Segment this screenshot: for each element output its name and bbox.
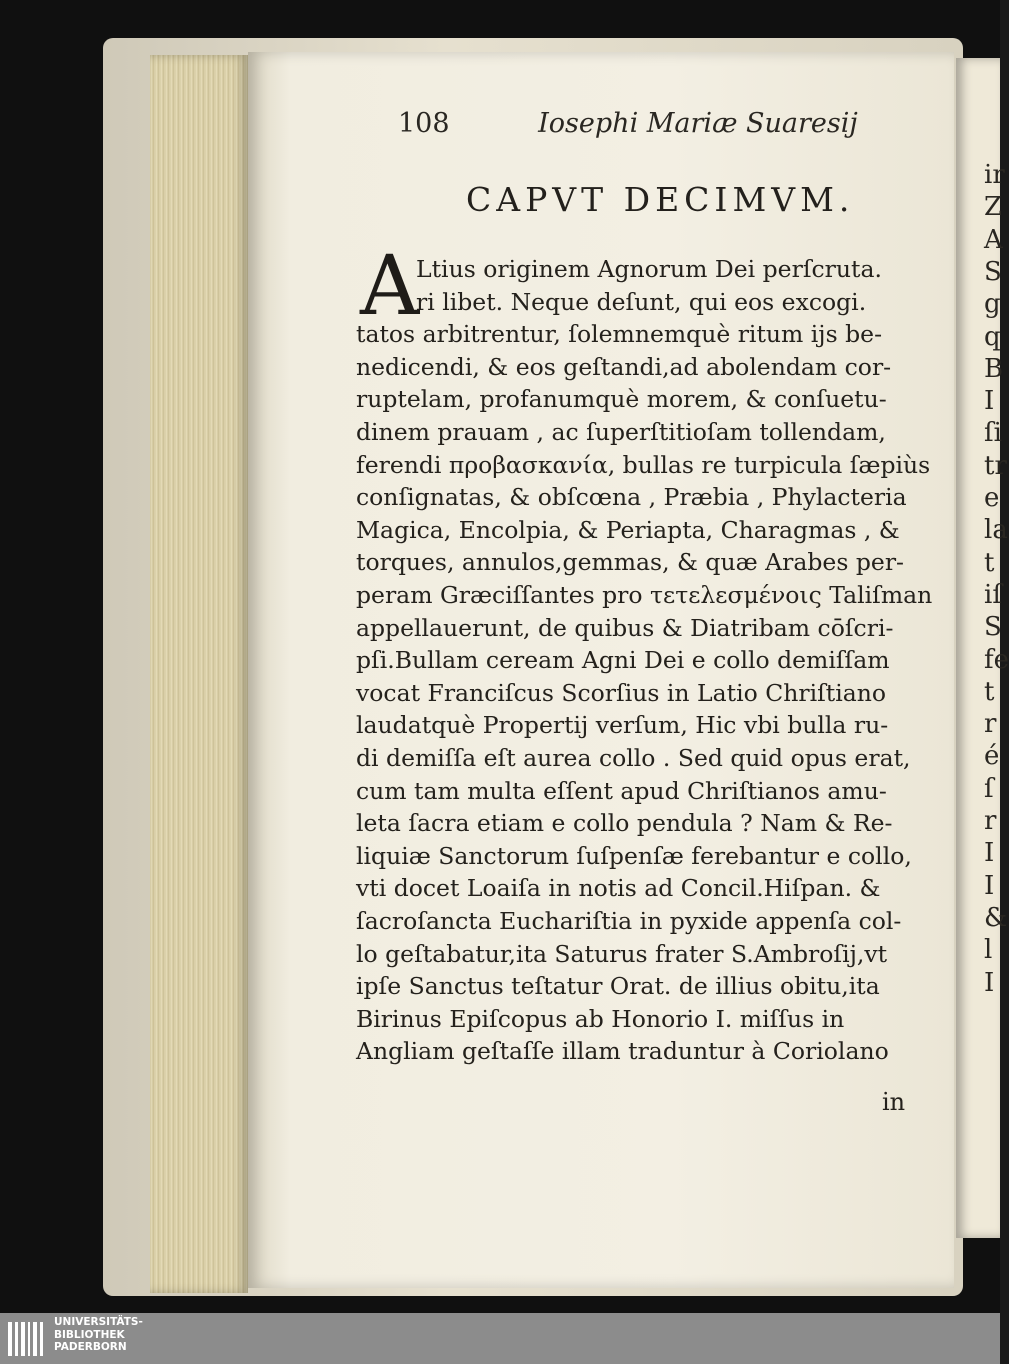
facing-fragment: t [984,676,995,707]
body-line: leta ſacra etiam e collo pendula ? Nam & Re- [356,809,893,838]
facing-page [956,58,1009,1238]
running-header [398,108,858,139]
body-line: nedicendi, & eos geſtandi,ad abolendam cor- [356,352,892,381]
facing-fragment: S [984,256,1002,287]
facing-fragment: & [984,902,1008,933]
body-line: tatos arbitrentur, ſolemnemquè ritum ijs be- [356,320,883,349]
body-line: Magica, Encolpia, & Periapta, Charagmas , & [356,515,900,544]
body-line: Birinus Epiſcopus ab Honorio I. miſſus in [356,1004,845,1033]
library-logo-icon [6,1318,46,1360]
facing-fragment: I [984,967,995,998]
facing-fragment: ſi [984,418,1002,449]
facing-fragment: A [984,224,1003,255]
page-number: 108 [398,108,450,139]
body-line: ſacroſancta Euchariſtia in pyxide appenſa col- [356,907,902,935]
body-line: appellauerunt, de quibus & Diatribam cōſcri- [356,613,894,642]
body-line: ipſe Sanctus teſtatur Orat. de illius obitu,ita [356,972,880,1001]
facing-fragment: r [984,709,997,740]
facing-fragment: e [984,483,1000,513]
facing-fragment: ir [984,160,1005,190]
facing-fragment: I [984,870,995,901]
facing-fragment: S [984,612,1002,643]
body-line: vti docet Loaiſa in notis ad Concil.Hiſpan. & [356,874,881,903]
body-line: pſi.Bullam ceream Agni Dei e collo demiſſam [356,646,890,675]
body-line: torques, annulos,gemmas, & quæ Arabes per- [356,548,904,577]
facing-fragment: q [984,321,1001,352]
drop-cap: A [360,239,420,334]
body-line: Angliam geſtaſſe illam traduntur à Coriolano [356,1037,889,1066]
body-line: ruptelam, profanumquè morem, & conſuetu- [356,385,887,414]
body-line: laudatquè Propertij verſum, Hic vbi bulla ru- [356,711,889,740]
facing-fragment: ſ [984,773,994,804]
facing-fragment: fe [984,644,1009,675]
body-line: di demiſſa eſt aurea collo . Sed quid opus erat, [356,744,911,772]
facing-fragment: l [984,935,993,966]
body-line: conſignatas, & obſcœna , Præbia , Phylacteria [356,483,907,512]
body-line: vocat Franciſcus Scorſius in Latio Chriſtiano [356,678,887,707]
facing-fragment: I [984,838,995,869]
facing-fragment: r [984,806,997,836]
facing-fragment: I [984,386,995,417]
facing-fragment: é [984,741,1000,772]
body-line: ferendi προβασκανία, bullas re turpicula ſæpiùs [356,450,931,479]
chapter-title: CAPVT DECIMVM. [466,180,855,219]
body-line: cum tam multa eſſent apud Chriſtianos amu- [356,776,887,805]
library-footer [0,1313,1000,1364]
running-title: Iosephi Mariæ Suaresij [538,108,858,139]
body-line: dinem prauam , ac ſuperſtitioſam tollendam, [356,418,886,446]
body-line: peram Græciſſantes pro τετελεσμένοις Taliſman [356,581,933,609]
body-line: lo geſtabatur,ita Saturus frater S.Ambroſij,vt [356,939,888,968]
facing-fragment: iſ [984,579,1002,610]
body-line: Ltius originem Agnorum Dei perſcruta. [416,255,882,283]
page-edges [150,55,248,1293]
library-name: UNIVERSITÄTS- BIBLIOTHEK PADERBORN [54,1316,143,1353]
facing-fragment: t [984,547,995,578]
catchword: in [882,1088,906,1116]
body-line: ri libet. Neque deſunt, qui eos excogi. [416,287,867,316]
facing-fragment: Z [984,192,1003,223]
facing-fragment: B [984,353,1004,384]
facing-fragment: g [984,289,1001,320]
facing-fragment: la [984,515,1008,546]
facing-fragment: tr [984,450,1007,481]
body-line: liquiæ Sanctorum ſuſpenſæ ferebantur e collo, [356,841,912,870]
